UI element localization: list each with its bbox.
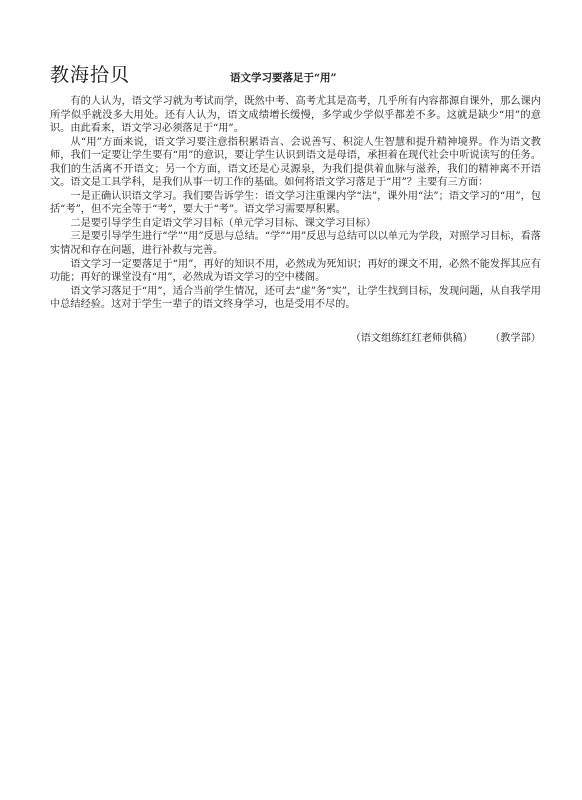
article-body	[50, 95, 541, 312]
paragraph: 语文学习一定要落足于“用”，再好的知识不用，必然成为死知识；再好的课文不用，必然不能发挥其应有功能；再好的课堂没有“用”，必然成为语文学习的空中楼阁。	[50, 258, 541, 284]
page-header	[50, 64, 550, 90]
article-signature	[50, 332, 541, 346]
paragraph: 三是要引导学生进行“学”“用”反思与总结。“学”“用”反思与总结可以以单元为学段，对照学习目标，看落实情况和存在问题，进行补救与完善。	[50, 231, 541, 257]
column-name: 教海拾贝	[50, 64, 131, 86]
article-title: 语文学习要落足于“用”	[230, 72, 337, 84]
paragraph: 二是要引导学生自定语文学习目标（单元学习目标、课文学习目标）	[70, 217, 377, 229]
department-credit: （教学部）	[490, 333, 541, 344]
paragraph: 语文学习落足于“用”，适合当前学生情况，还可去“虚”务“实”，让学生找到目标，发现问题，从自我学用中总结经验。这对于学生一辈子的语文终身学习，也是受用不尽的。	[50, 285, 541, 311]
author-credit: （语文组练红红老师供稿）	[350, 333, 473, 344]
paragraph: 有的人认为，语文学习就为考试而学，既然中考、高考尤其是高考，几乎所有内容都源自课外，那么课内所学似乎就没多大用处。还有人认为，语文成绩增长缓慢，多学或少学似乎都差不多。这就是缺少“用”的意识。由此看来，语文学习必须落足于“用”。	[50, 96, 541, 135]
paragraph: 一是正确认识语文学习。我们要告诉学生：语文学习注重课内学“法”，课外用“法”；语文学习的“用”，包括“考”，但不完全等于“考”，要大于“考”。语文学习需要厚积累。	[50, 190, 541, 216]
paragraph: 从“用”方面来说，语文学习要注意指积累语言、会说善写、积淀人生智慧和提升精神境界。作为语文教师，我们一定要让学生要有“用”的意识，要让学生认识到语文是母语，承担着在现代社会中听说读写的任务。我们的生活离不开语文；另一个方面，语文还是心灵源泉，为我们提供着血脉与滋养，我们的精神离不开语文。语文是工具学科，是我们从事一切工作的基础。如何将语文学习落足于“用”？主要有三方面：	[50, 136, 541, 189]
